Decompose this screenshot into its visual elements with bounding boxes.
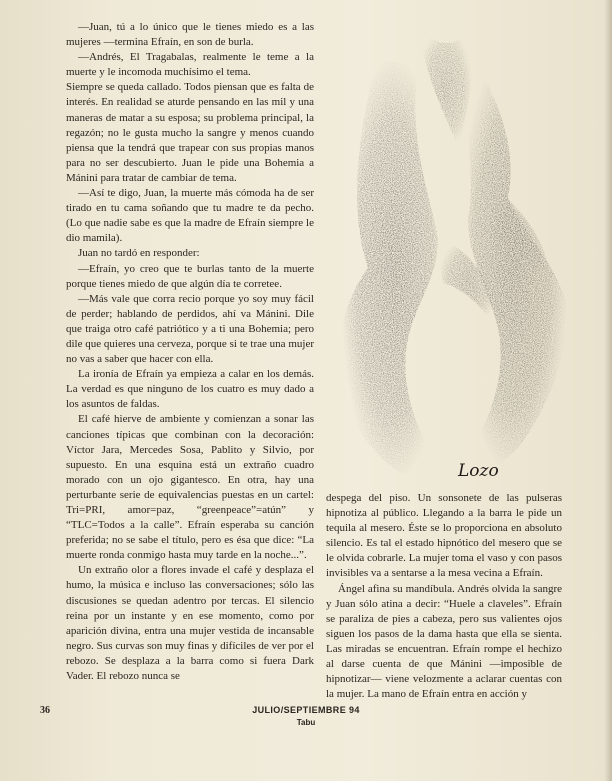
issue-date: JULIO/SEPTIEMBRE 94 [252, 705, 360, 715]
paragraph: —Andrés, El Tragabalas, realmente le teme a la muerte y le incomoda muchísimo el tema. [66, 51, 314, 79]
paragraph: —Más vale que corra recio porque yo soy muy fácil de perder; hablando de perdidos, ahí va Mánini. Dile que traiga otro café patriótico y a ti una Bohemia; pero dile que quieres una cerveza, porque si te trae una mujer no vas a saber que hacer con ella. [66, 292, 314, 366]
magazine-name: Tabu [296, 718, 316, 727]
figure-illustration [318, 8, 580, 493]
paragraph: El café hierve de ambiente y comienzan a sonar las canciones típicas que combinan con la decoración: Víctor Jara, Mercedes Sosa, Pablito y Silvio, por supuesto. En una esquina está un extraño cuadro morado con un ojo gigantesco. En otra, hay una perturbante serie de equivalencias puestas en un cartel: Tri=PRI, amor=paz, “greenpeace”=atún” y “TLC=Todos a la calle”. Efraín esperaba su canción preferida; no se sabe el título, pero es ésa que dice: “La muerte ronda conmigo hasta muy tarde en la noche...”. [66, 413, 314, 562]
paragraph: —Así te digo, Juan, la muerte más cómoda ha de ser tirado en tu cama soñando que tu madre te da pecho. (Lo que nadie sabe es que la madre de Efraín siempre le dio mamila). [66, 187, 314, 245]
page-edge-shadow [604, 0, 612, 781]
right-text-column [326, 491, 562, 702]
paragraph: —Juan, tú a lo único que le tienes miedo es a las mujeres —termina Efraín, en son de burla. [66, 21, 314, 49]
paragraph: Un extraño olor a flores invade el café y desplaza el humo, la música e incluso las conversaciones; sólo las discusiones se quedan adentro por tercas. El silencio reina por un instante y en ese momento, como por aparición divina, entra una mujer vestida de incansable negro. Sus curvas son muy finas y difíciles de ver por el rebozo. Se desplaza a la barra como si fuera Dark Vader. El rebozo nunca se [66, 564, 314, 683]
artist-signature: Lozo [458, 461, 499, 481]
left-text-column [66, 20, 314, 684]
paragraph: Ángel afina su mandíbula. Andrés olvida la sangre y Juan sólo atina a decir: “Huele a claveles”. Efraín se paraliza de pies a cabeza, pero sus valientes ojos siguen los pasos de la dama hasta que ella se sienta. Las miradas se encuentran. Efraín rompe el hechizo al darse cuenta de que Mánini —imposible de hipnotizar— viene velozmente a aclarar cuentas con la mujer. La mano de Efraín entra en acción y [326, 582, 562, 701]
paragraph: Siempre se queda callado. Todos piensan que es falta de interés. En realidad se aturde pensando en las mil y una maneras de matar a su esposa; su problema principal, la regazón; no le gusta mucho la sangre y menos cuando piensa que la tendrá que trapear con sus propias manos para no ser descubierto. Juan le pide una Bohemia a Mánini para tratar de cambiar de tema. [66, 81, 314, 184]
paragraph: La ironía de Efraín ya empieza a calar en los demás. La verdad es que ninguno de los cuatro es muy dado a los asuntos de faldas. [66, 368, 314, 411]
paragraph: Juan no tardó en responder: [78, 247, 200, 260]
page-number: 36 [40, 705, 50, 716]
paragraph: —Efraín, yo creo que te burlas tanto de la muerte porque tienes miedo de que algún día te corretee. [66, 262, 314, 290]
paragraph: despega del piso. Un sonsonete de las pulseras hipnotiza al público. Llegando a la barra le pide un tequila al mesero. Éste se lo proporciona en absoluto silencio. Es tal el estado hipnótico del mesero que se le olvida cobrarle. La mujer toma el vaso y con pasos invisibles va a sentarse a la mesa vecina a Efraín. [326, 492, 562, 580]
